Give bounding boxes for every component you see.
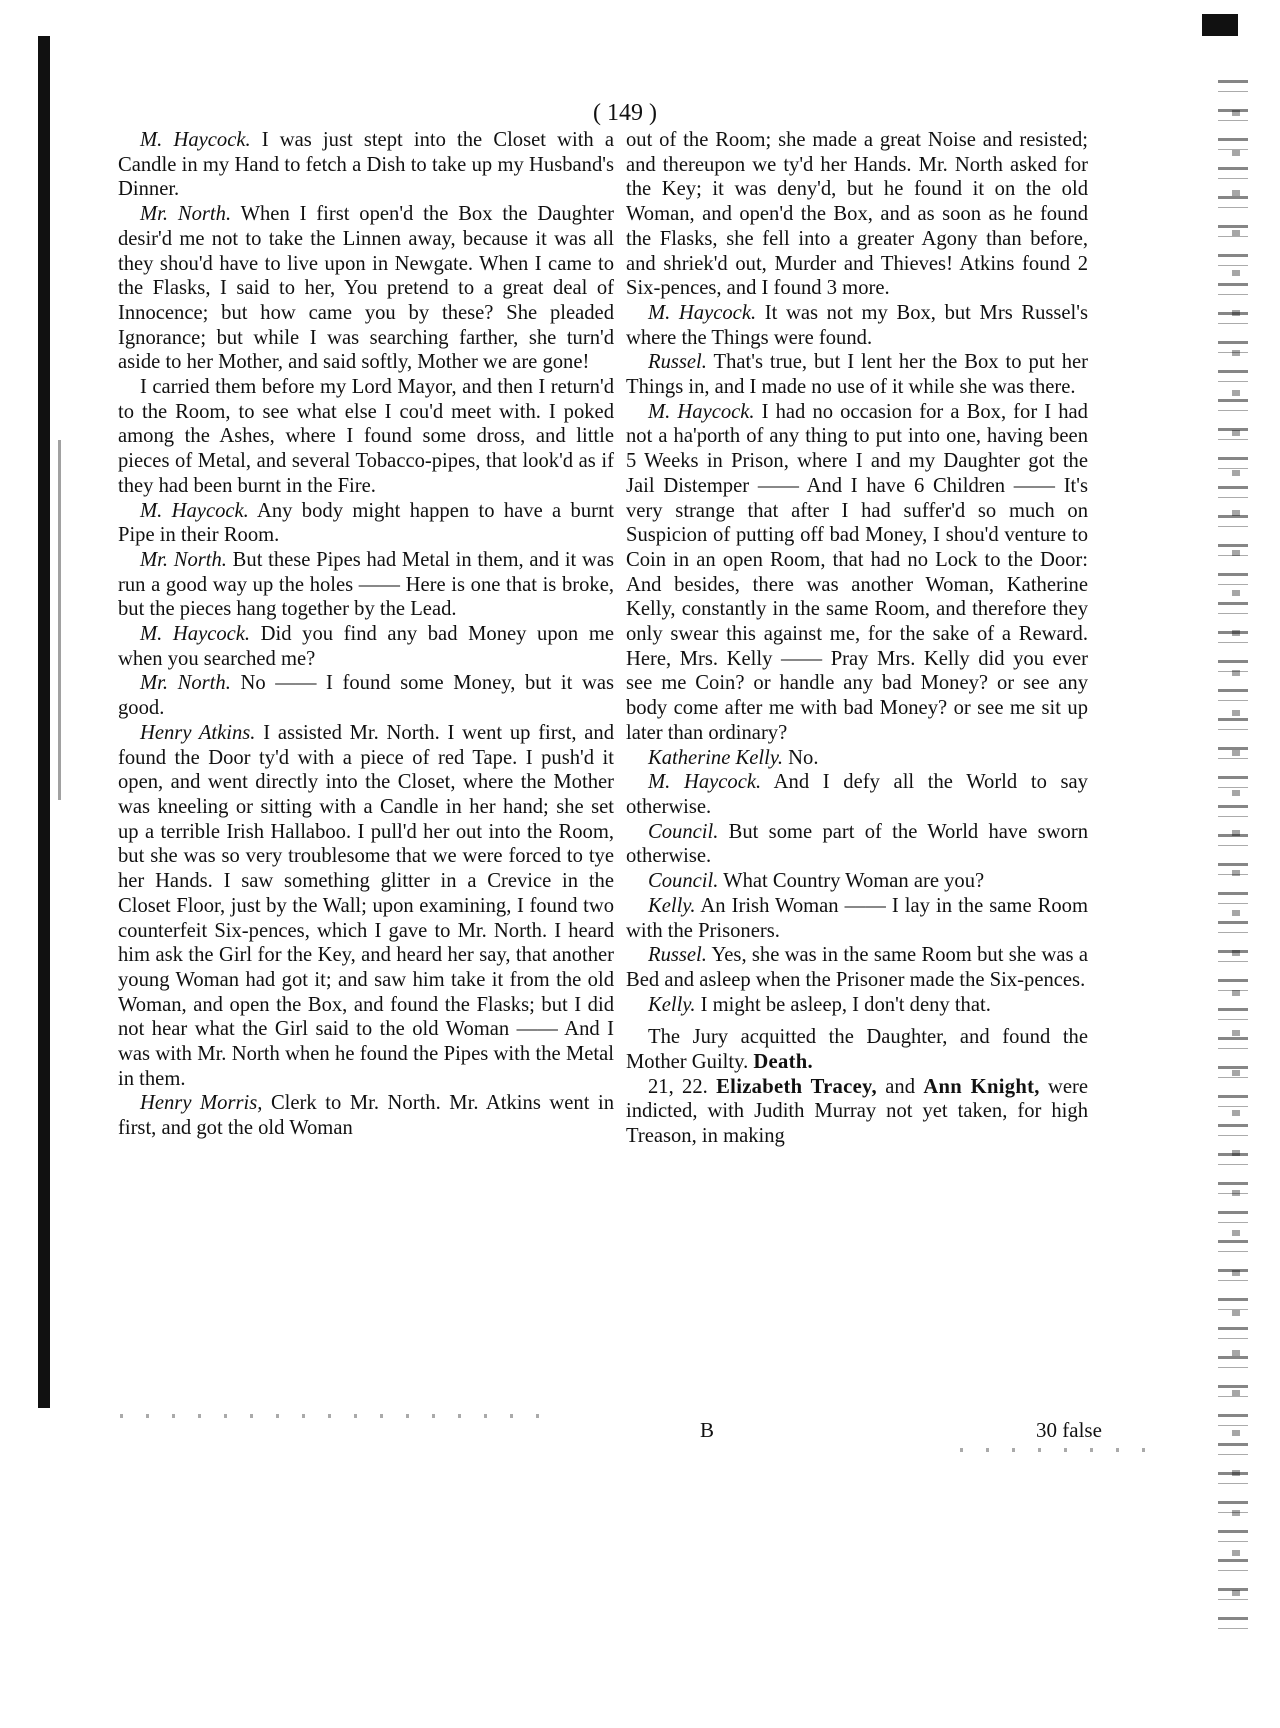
case-text: were indicted, with Judith Murray not yet taken, for high Treason, in making	[626, 1075, 1089, 1148]
verdict-text: The Jury acquitted the Daughter, and found the Mother Guilty.	[626, 1026, 1088, 1074]
speaker-name: M. Haycock.	[648, 771, 762, 794]
speaker-name: M. Haycock.	[140, 623, 251, 646]
case-joiner: and	[876, 1075, 924, 1098]
paragraph-text: When I first open'd the Box the Daughter desir'd me not to take the Linnen away, because it was all they shou'd have to live upon in Newgate. When I came to the Flasks, I said to her, You pretend to a great deal of Innocence; but how came you by these? She pleaded Ignorance; but while I was searching farther, she turn'd aside to her Mother, and said softly, Mother we are gone!	[118, 203, 614, 374]
paragraph-text: Did you find any bad Money upon me when you searched me?	[118, 623, 614, 670]
paragraph-text: I had no occasion for a Box, for I had not a ha'porth of any thing to put into one, having been 5 Weeks in Prison, where I and my Daughter got the Jail Distemper —— And I have 6 Children —— It's very strange that after I had suffer'd so much on Suspicion of putting off bad Money, I shou'd venture to Coin in an open Room, that had no Lock to the Door: And besides, there was another Woman, Katherine Kelly, constantly in the same Room, and therefore they only swear this against me, for the sake of a Reward. Here, Mrs. Kelly —— Pray Mrs. Kelly did you ever see me Coin? or handle any bad Money? or see any body come after me with bad Money? or see me sit up later than ordinary?	[626, 400, 1088, 744]
defendant-name: Ann Knight,	[923, 1075, 1040, 1098]
case-number: 21, 22.	[648, 1075, 708, 1098]
paragraph-text: I carried them before my Lord Mayor, and then I return'd to the Room, to see what else I cou'd meet with. I poked among the Ashes, where I found some dross, and little pieces of Metal, and several Tobacco-pipes, that look'd as if they had been burnt in the Fire.	[118, 376, 614, 497]
paragraph	[626, 894, 1088, 943]
paragraph	[118, 721, 614, 1092]
speaker-name: Council.	[648, 870, 719, 893]
paragraph-text: Clerk to Mr. North. Mr. Atkins went in first, and got the old Woman	[118, 1092, 614, 1140]
speaker-name: Council.	[648, 820, 719, 843]
paragraph-text: But these Pipes had Metal in them, and it was run a good way up the holes —— Here is one that is broke, but the pieces hang together by the Lead.	[118, 548, 614, 621]
speaker-name: Henry Morris,	[140, 1092, 263, 1115]
paragraph-text: An Irish Woman —— I lay in the same Room with the Prisoners.	[626, 894, 1088, 942]
paragraph-text: But some part of the World have sworn otherwise.	[626, 820, 1088, 868]
speaker-name: Kelly.	[648, 894, 696, 917]
right-edge-scan-noise-inner	[1232, 110, 1240, 1610]
page-binding-edge	[38, 36, 50, 1408]
scan-tab-mark	[1202, 14, 1238, 36]
speaker-name: M. Haycock.	[648, 400, 755, 423]
paragraph	[118, 375, 614, 499]
speaker-name: Russel.	[648, 944, 707, 967]
paragraph-text: Any body might happen to have a burnt Pipe in their Room.	[118, 499, 614, 547]
verdict-paragraph	[626, 1025, 1088, 1074]
paragraph-text: out of the Room; she made a great Noise and resisted; and thereupon we ty'd her Hands. Mr. North asked for the Key; it was deny'd, but he found it on the old Woman, and open'd the Box, and as soon as he found the Flasks, she fell into a greater Agony than before, and shriek'd out, Murder and Thieves! Atkins found 2 Six-pences, and I found 3 more.	[626, 129, 1088, 300]
paragraph-text: That's true, but I lent her the Box to put her Things in, and I made no use of it while she was there.	[626, 351, 1088, 399]
paragraph	[626, 869, 1088, 894]
paragraph	[626, 301, 1088, 350]
paragraph-text: No —— I found some Money, but it was good.	[118, 672, 614, 720]
paragraph-text: It was not my Box, but Mrs Russel's where the Things were found.	[626, 301, 1088, 349]
paragraph	[626, 943, 1088, 992]
paragraph	[626, 820, 1088, 869]
speaker-name: Mr. North.	[140, 548, 227, 571]
speaker-name: M. Haycock.	[140, 499, 249, 522]
speaker-name: Russel.	[648, 351, 707, 374]
paragraph	[118, 1091, 614, 1140]
paragraph	[626, 350, 1088, 399]
right-column	[626, 128, 1088, 1149]
page-scan-shadow	[58, 440, 61, 800]
bottom-scan-dots-left	[120, 1414, 540, 1418]
speaker-name: Henry Atkins.	[140, 721, 256, 744]
paragraph	[118, 202, 614, 375]
next-case-paragraph	[626, 1075, 1088, 1149]
speaker-name: Mr. North.	[140, 203, 232, 226]
paragraph	[118, 622, 614, 671]
speaker-name: Mr. North.	[140, 672, 231, 695]
paragraph	[626, 128, 1088, 301]
speaker-name: M. Haycock.	[648, 301, 757, 324]
paragraph-text: No.	[783, 746, 819, 769]
defendant-name: Elizabeth Tracey,	[716, 1075, 877, 1098]
paragraph-text: I might be asleep, I don't deny that.	[695, 993, 991, 1016]
bottom-scan-dots-right	[960, 1448, 1150, 1452]
speaker-name: M. Haycock.	[140, 129, 251, 151]
paragraph	[118, 499, 614, 548]
paragraph	[118, 548, 614, 622]
paragraph	[118, 128, 614, 202]
paragraph	[626, 770, 1088, 819]
paragraph	[626, 993, 1088, 1018]
left-column	[118, 128, 614, 1141]
paragraph-text: What Country Woman are you?	[718, 870, 985, 893]
speaker-name: Kelly.	[648, 993, 696, 1016]
speaker-name: Katherine Kelly.	[648, 746, 783, 769]
page-number: ( 149 )	[593, 100, 657, 126]
verdict-sentence: Death.	[753, 1051, 813, 1074]
paragraph-text: I was just stept into the Closet with a Candle in my Hand to fetch a Dish to take up my Husband's Dinner.	[118, 129, 614, 201]
paragraph-text: I assisted Mr. North. I went up first, and found the Door ty'd with a piece of red Tape. I push'd it open, and went directly into the Closet, where the Mother was kneeling or sitting with a Candle in her hand; she set up a terrible Irish Hallaboo. I pull'd her out into the Room, but she was so very troublesome that we were forced to tye her Hands. I saw something glitter in a Crevice in the Closet Floor, just by the Wall; upon examining, I found two counterfeit Six-pences, which I gave to Mr. North. I heard him ask the Girl for the Key, and heard her say, that another young Woman had got it; and saw him take it from the old Woman, and open the Box, and found the Flasks; but I did not hear what the Girl said to the old Woman —— And I was with Mr. North when he found the Pipes with the Metal in them.	[118, 721, 614, 1090]
paragraph-text: Yes, she was in the same Room but she was a Bed and asleep when the Prisoner made the Six-pences.	[626, 944, 1088, 991]
paragraph-text: And I defy all the World to say otherwise.	[626, 771, 1088, 818]
paragraph	[118, 671, 614, 720]
signature-mark: B	[700, 1418, 715, 1442]
paragraph	[626, 746, 1088, 771]
paragraph	[626, 400, 1088, 746]
catchword: 30 false	[1036, 1418, 1102, 1442]
